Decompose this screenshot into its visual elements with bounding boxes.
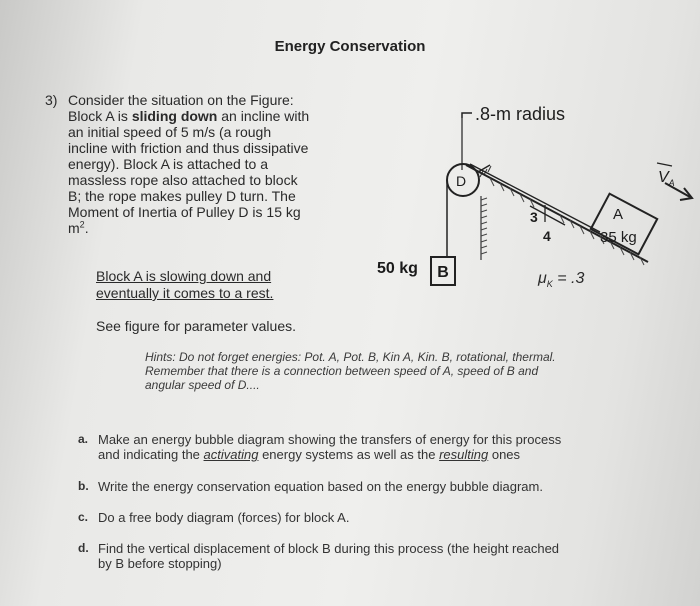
question-number: 3) xyxy=(45,92,58,108)
block-b-mass: 50 kg xyxy=(377,260,418,277)
hints-text: Hints: Do not forget energies: Pot. A, Pot. B, Kin A, Kin. B, rotational, thermal. Remember that there is a connection between speed of A, speed of B and angular speed of D.... xyxy=(145,350,556,392)
emphasis-sliding-down: sliding down xyxy=(131,108,218,124)
block-a-label: A xyxy=(613,206,624,223)
task-d: d. Find the vertical displacement of block B during this process (the height reached by B before stopping) xyxy=(78,541,560,571)
see-figure-note: See figure for parameter values. xyxy=(96,318,296,334)
friction-coefficient: $\mu_K = .3$ xyxy=(538,270,585,290)
slope-run-label: 4 xyxy=(543,228,551,244)
velocity-label-vector-arrow xyxy=(657,163,672,166)
block-a-mass: 35 kg xyxy=(600,229,637,246)
wall-hatch xyxy=(481,198,487,254)
pulley-d-label: D xyxy=(456,173,467,189)
slope-rise-label: 3 xyxy=(530,209,538,225)
block-b: B xyxy=(430,256,456,286)
question-text: Consider the situation on the Figure: Block A is sliding down an incline with an initial speed of 5 m/s (a rough incline with friction and thus dissipative energy). Block A is attached to a massless rope also attached to block B; the rope makes pulley D turn. The Moment of Inertia of Pulley D is 15 kg $m^2$. xyxy=(68,92,310,236)
task-c: c. Do a free body diagram (forces) for block A. xyxy=(78,510,350,525)
task-a: a. Make an energy bubble diagram showing the transfers of energy for this process and indicating the activating energy systems as well as the resulting ones xyxy=(78,432,562,462)
slowing-note: Block A is slowing down and eventually it comes to a rest. xyxy=(96,268,274,301)
radius-marker xyxy=(462,113,472,118)
radius-label: .8-m radius xyxy=(475,104,566,124)
velocity-label: $V_A$ xyxy=(658,169,675,188)
page-title: Energy Conservation xyxy=(274,38,426,55)
task-b: b. Write the energy conservation equation based on the energy bubble diagram. xyxy=(78,479,543,494)
